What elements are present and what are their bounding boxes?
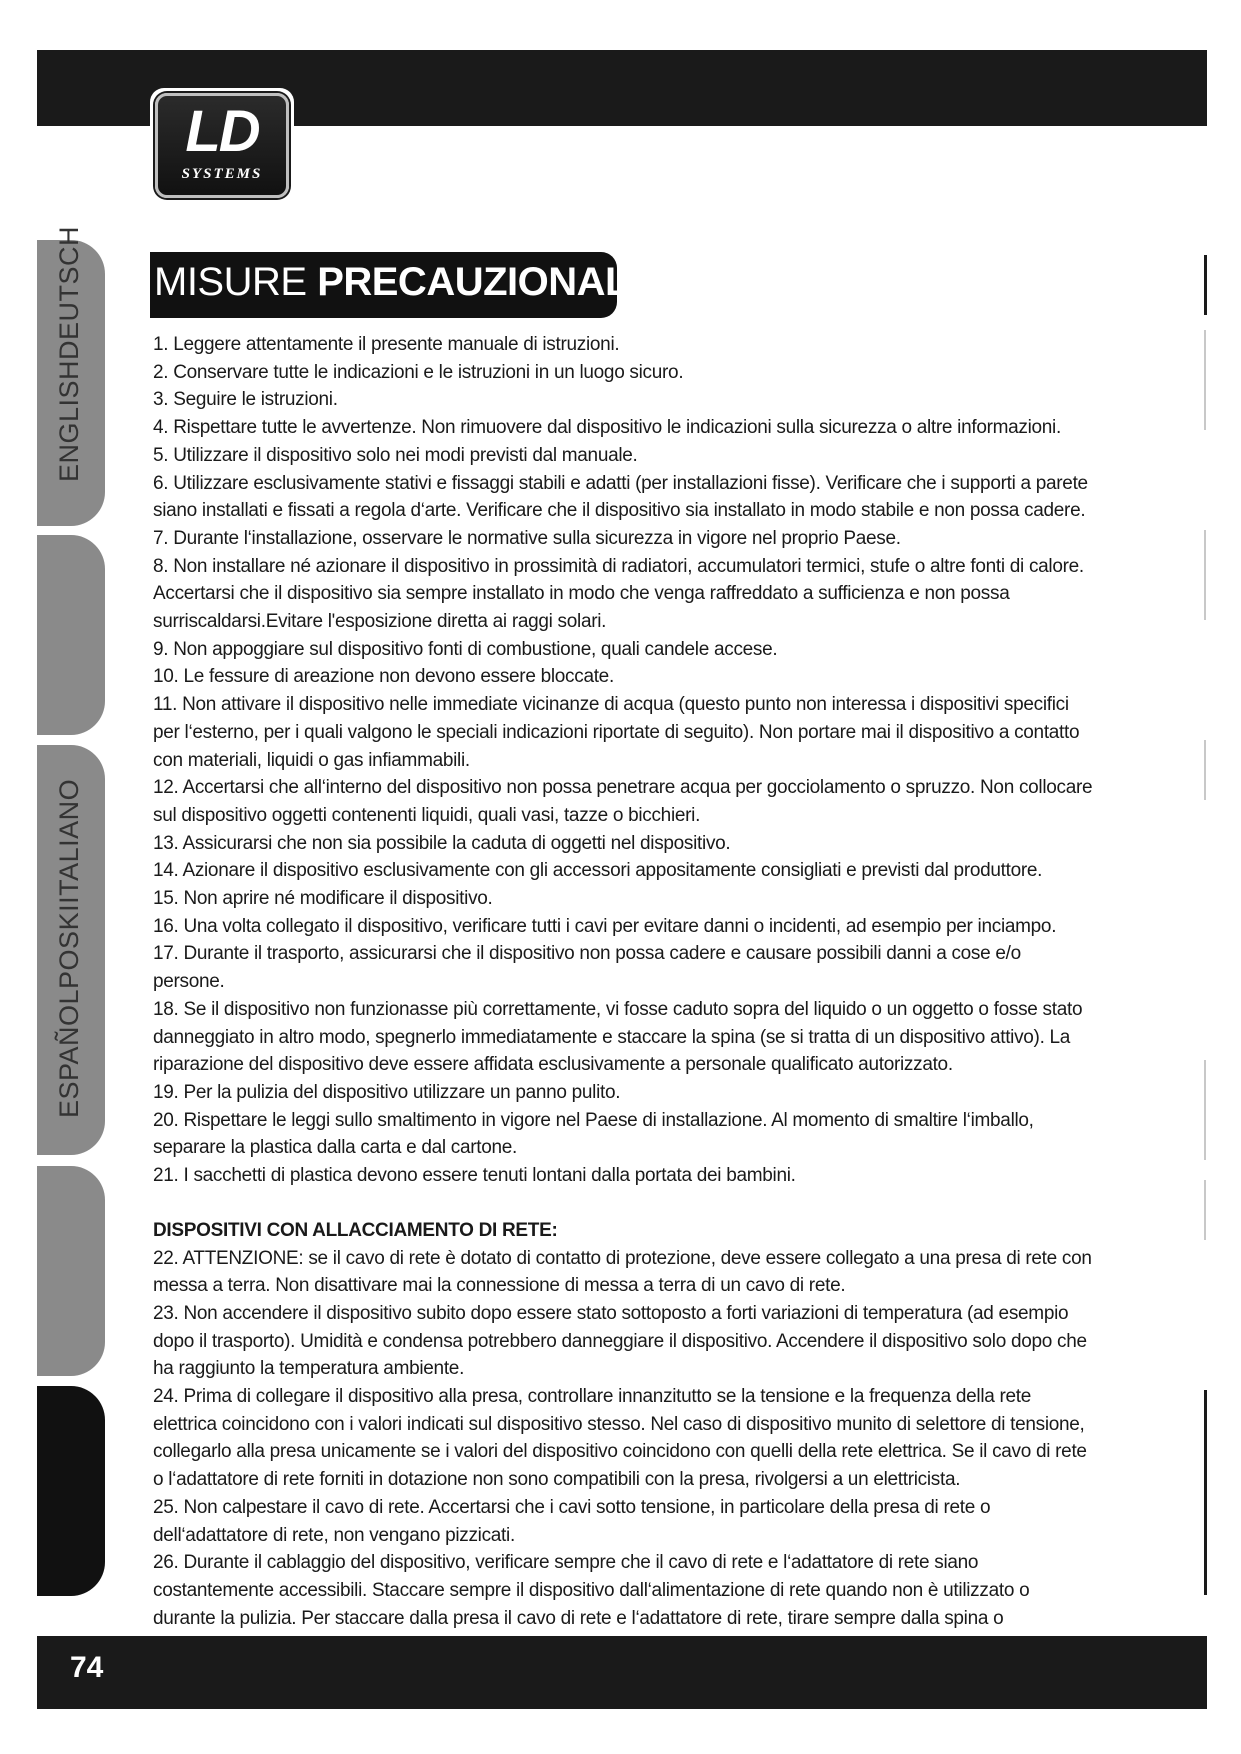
section-heading: [150, 252, 651, 318]
list-item: 18. Se il dispositivo non funzionasse più correttamente, vi fosse caduto sopra del liquido o un oggetto o fosse stato danneggiato in altro modo, spegnerlo immediatamente e staccare la spina (se si tratta di un dispositivo attivo). La riparazione del dispositivo deve essere affidata esclusivamente a personale qualificato autorizzato.: [153, 998, 1083, 1076]
section-heading-text: MISURE PRECAUZIONALI:: [154, 260, 651, 304]
list-item: 24. Prima di collegare il dispositivo alla presa, controllare innanzitutto se la tensione e la frequenza della rete elettrica coincidono con i valori indicati sul dispositivo stesso. Nel caso di dispositivo munito di selettore di tensione, collegarlo alla presa unicamente se i valori del dispositivo coincidono con quelli della rete elettrica. Se il cavo di rete o l‘adattatore di rete forniti in dotazione non sono compatibili con la presa, rivolgersi a un elettricista.: [153, 1386, 1087, 1491]
edge-mark: [1204, 330, 1206, 430]
side-label-english-deutsch: ENGLISHDEUTSCH: [54, 225, 84, 482]
side-tab-active[interactable]: [37, 1386, 105, 1596]
list-item: 5. Utilizzare il dispositivo solo nei modi previsti dal manuale.: [153, 444, 638, 466]
subheading-mains-devices: DISPOSITIVI CON ALLACCIAMENTO DI RETE:: [153, 1219, 558, 1241]
list-item: 2. Conservare tutte le indicazioni e le istruzioni in un luogo sicuro.: [153, 361, 684, 383]
logo-mark: LD: [185, 99, 259, 164]
list-item: 21. I sacchetti di plastica devono essere tenuti lontani dalla portata dei bambini.: [153, 1165, 796, 1187]
list-item: 15. Non aprire né modificare il dispositivo.: [153, 888, 493, 910]
logo-subtitle: SYSTEMS: [181, 166, 263, 182]
list-item: 10. Le fessure di areazione non devono essere bloccate.: [153, 666, 614, 688]
list-item: 25. Non calpestare il cavo di rete. Accertarsi che i cavi sotto tensione, in particolare della presa di rete o dell‘adattatore di rete, non vengano pizzicati.: [153, 1496, 991, 1546]
list-item: 22. ATTENZIONE: se il cavo di rete è dotato di contatto di protezione, deve essere collegato a una presa di rete con messa a terra. Non disattivare mai la connessione di messa a terra di un cavo di rete.: [153, 1247, 1092, 1297]
list-item: 12. Accertarsi che all‘interno del dispositivo non possa penetrare acqua per gocciolamento o spruzzo. Non collocare sul dispositivo oggetti contenenti liquidi, quali vasi, tazze o bicchieri.: [153, 777, 1093, 826]
side-tab-blank-1[interactable]: [37, 535, 105, 735]
side-tab-blank-2[interactable]: [37, 1166, 105, 1376]
list-item: 26. Durante il cablaggio del dispositivo, verificare sempre che il cavo di rete e l‘adattatore di rete siano costantemente accessibili. Staccare sempre il dispositivo dall‘alimentazione di rete quando non è utilizzato o durante la pulizia. Per staccare dalla presa il cavo di rete e l‘adattatore di rete, tirare sempre dalla spina o: [153, 1552, 1030, 1629]
list-item: 11. Non attivare il dispositivo nelle immediate vicinanze di acqua (questo punto non interessa i dispositivi specifici per l‘esterno, per i quali valgono le speciali indicazioni riportate di seguito). Non portare mai il dispositivo a contatto con materiali, liquidi o gas infiammabili.: [153, 694, 1080, 771]
edge-mark: [1204, 740, 1206, 800]
edge-mark: [1204, 530, 1206, 620]
list-item: 20. Rispettare le leggi sullo smaltimento in vigore nel Paese di installazione. Al momento di smaltire l‘imballo, separare la plastica dalla carta e dal cartone.: [153, 1109, 1034, 1159]
side-label-espanol-polski-italiano: ESPAÑOLPOSKIITALIANO: [54, 778, 84, 1118]
list-item: 3. Seguire le istruzioni.: [153, 389, 338, 411]
list-item: 8. Non installare né azionare il dispositivo in prossimità di radiatori, accumulatori termici, stufe o altre fonti di calore. Accertarsi che il dispositivo sia sempre installato in modo che venga raffreddato a sufficienza e non possa surriscaldarsi.Evitare l'esposizione diretta ai raggi solari.: [153, 555, 1084, 633]
page-number: 74: [70, 1651, 104, 1684]
list-item: 14. Azionare il dispositivo esclusivamente con gli accessori appositamente consigliati e previsti dal produttore.: [153, 860, 1043, 882]
list-item: 23. Non accendere il dispositivo subito dopo essere stato sottoposto a forti variazioni di temperatura (ad esempio dopo il trasporto). Umidità e condensa potrebbero danneggiare il dispositivo. Accendere il dispositivo solo dopo che ha raggiunto la temperatura ambiente.: [153, 1302, 1087, 1380]
edge-mark: [1204, 1390, 1207, 1595]
list-item: 4. Rispettare tutte le avvertenze. Non rimuovere dal dispositivo le indicazioni sulla sicurezza o altre informazioni.: [153, 417, 1061, 439]
list-item: 6. Utilizzare esclusivamente stativi e fissaggi stabili e adatti (per installazioni fisse). Verificare che i supporti a parete siano installati e fissati a regola d‘arte. Verificare che il dispositivo sia installato in modo stabile e non possa cadere.: [153, 472, 1088, 522]
edge-mark: [1204, 255, 1207, 315]
list-item: 17. Durante il trasporto, assicurarsi che il dispositivo non possa cadere e causare possibili danni a cose e/o persone.: [153, 943, 1021, 993]
list-item: 7. Durante l‘installazione, osservare le normative sulla sicurezza in vigore nel proprio Paese.: [153, 527, 901, 549]
list-item: 1. Leggere attentamente il presente manuale di istruzioni.: [153, 334, 620, 355]
footer-bar: [37, 1636, 1207, 1709]
list-item: 9. Non appoggiare sul dispositivo fonti di combustione, quali candele accese.: [153, 638, 778, 660]
ld-systems-logo: [150, 88, 294, 203]
precautions-text: [153, 331, 1093, 1660]
list-item: 19. Per la pulizia del dispositivo utilizzare un panno pulito.: [153, 1081, 621, 1103]
edge-mark: [1204, 1180, 1206, 1240]
list-item: 16. Una volta collegato il dispositivo, verificare tutti i cavi per evitare danni o incidenti, ad esempio per inciampo.: [153, 915, 1057, 937]
edge-mark: [1204, 1060, 1206, 1160]
list-item: 13. Assicurarsi che non sia possibile la caduta di oggetti nel dispositivo.: [153, 832, 731, 854]
